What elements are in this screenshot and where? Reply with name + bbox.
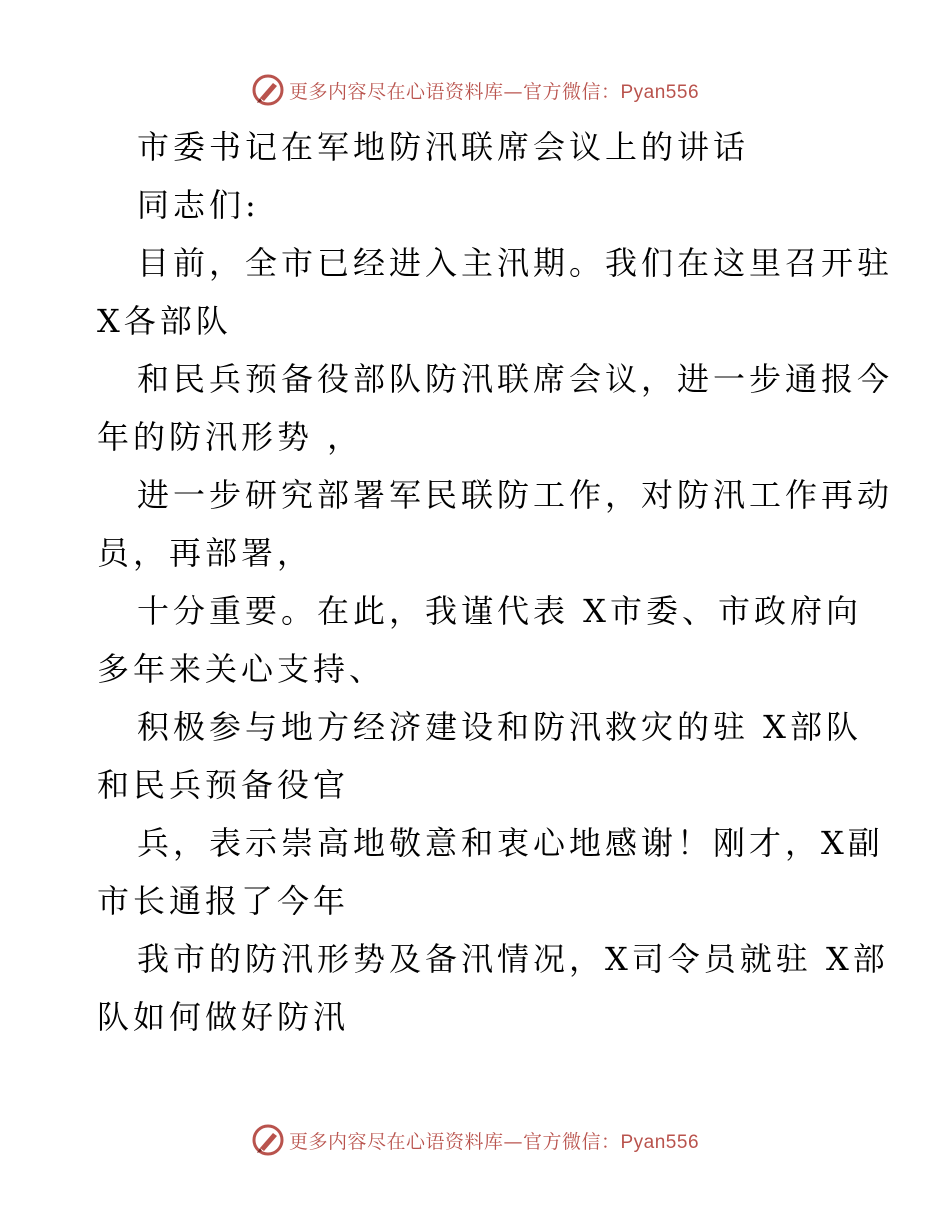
pen-logo-icon <box>251 73 285 107</box>
paragraph-line: 十分重要。在此，我谨代表 X市委、市政府向 <box>137 592 862 630</box>
paragraph-line: 进一步研究部署军民联防工作，对防汛工作再动 <box>137 476 894 514</box>
document-body <box>97 118 894 1046</box>
paragraph-line: 员，再部署， <box>97 534 314 572</box>
watermark-label: 更多内容尽在心语资料库—官方微信： <box>288 1130 621 1153</box>
paragraph-line: 和民兵预备役官 <box>97 766 350 804</box>
paragraph-line: 我市的防汛形势及备汛情况，X司令员就驻 X部 <box>137 940 889 978</box>
watermark-text <box>289 1127 699 1154</box>
paragraph-line: 多年来关心支持、 <box>97 650 386 688</box>
paragraph-line: 市长通报了今年 <box>97 882 350 920</box>
watermark-label: 更多内容尽在心语资料库—官方微信： <box>288 80 621 103</box>
paragraph-line: 队如何做好防汛 <box>97 998 350 1036</box>
watermark-text <box>289 77 699 104</box>
watermark-wechat-id: Pyan556 <box>620 1131 700 1153</box>
paragraph-line: 和民兵预备役部队防汛联席会议，进一步通报今 <box>137 360 894 398</box>
paragraph-line: 目前，全市已经进入主汛期。我们在这里召开驻 <box>137 244 894 282</box>
paragraph-line: 兵，表示崇高地敬意和衷心地感谢！刚才，X副 <box>137 824 884 862</box>
header-watermark <box>0 70 950 110</box>
document-title: 市委书记在军地防汛联席会议上的讲话 <box>137 128 750 166</box>
watermark-wechat-id: Pyan556 <box>620 81 700 103</box>
paragraph-line: X各部队 <box>97 302 232 340</box>
pen-logo-icon <box>251 1123 285 1157</box>
salutation: 同志们: <box>137 186 260 224</box>
paragraph-line: 积极参与地方经济建设和防汛救灾的驻 X部队 <box>137 708 862 746</box>
footer-watermark <box>0 1120 950 1160</box>
paragraph-line: 年的防汛形势 ， <box>97 418 364 456</box>
